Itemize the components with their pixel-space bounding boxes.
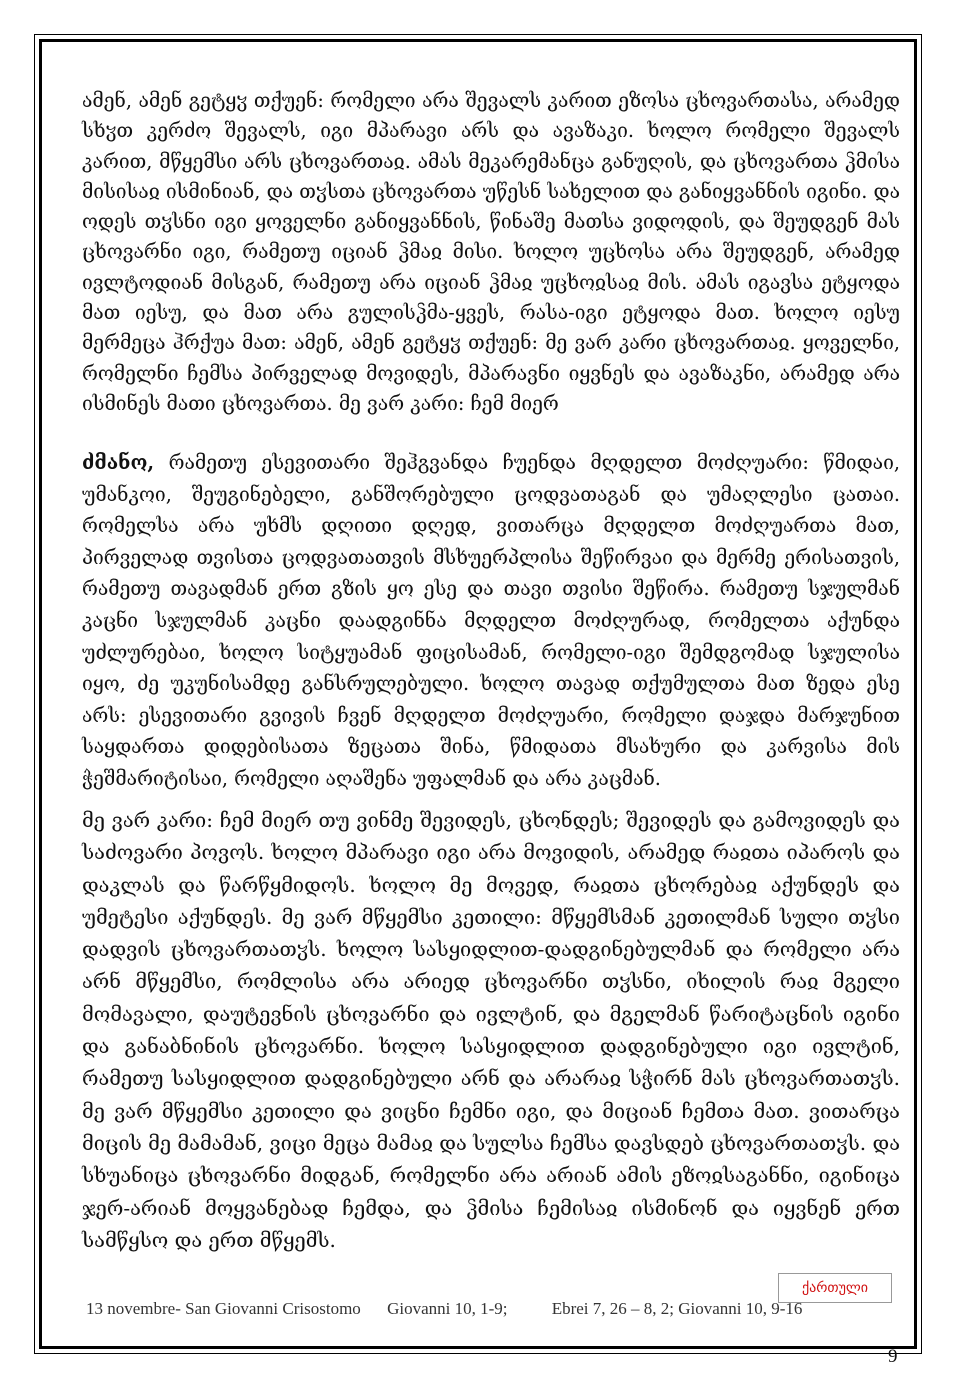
language-stamp-label: ქართული [801, 1280, 869, 1296]
footer-epistle-ref: Ebrei 7, 26 – 8, 2; Giovanni 10, 9-16 [551, 1299, 803, 1318]
paragraph-2-lead: ძმანო, [82, 451, 155, 474]
footer-gospel-ref: Giovanni 10, 1-9; [387, 1299, 508, 1318]
epistle-paragraph [82, 447, 900, 795]
footer-date-saint: 13 novembre- San Giovanni Crisostomo [86, 1299, 361, 1318]
gospel-paragraph-2 [82, 804, 900, 1256]
paragraph-1-text: ამენ, ამენ გეტყჳ თქუენ: რომელი არა შევალს კარით ეზოსა ცხოვართასა, არამედ სხჳთ კერძო შევალს, იგი მპარავი არს და ავაზაკი. ხოლო რომელი შევალს კარით, მწყემსი არს ცხოვართაჲ. ამას მეკარემანცა განუღის, და ცხოვართა ჴმისა მისისაჲ ისმინიან, და თჳსთა ცხოვართა უწესნ სახელით და განიყვანნის იგინი. და ოდეს თჳსნი იგი ყოველნი განიყვანნის, წინაშე მათსა ვიდოდის, და შეუდგენ მას ცხოვარნი იგი, რამეთუ იციან ჴმაჲ მისი. ხოლო უცხოსა არა შეუდგენ, არამედ ივლტოდიან მისგან, რამეთუ არა იციან ჴმაჲ უცხოჲსაჲ მის. ამას იგავსა ეტყოდა მათ იესუ, და მათ არა გულისჴმა-ყვეს, რასა-იგი ეტყოდა მათ. ხოლო იესუ მერმეცა ჰრქუა მათ: ამენ, ამენ გეტყჳ თქუენ: მე ვარ კარი ცხოვართაჲ. ყოველნი, რომელნი ჩემსა პირველად მოვიდეს, მპარავნი იყვნეს და ავაზაკნი, არამედ არა ისმინეს მათი ცხოვართა. მე ვარ კარი: ჩემ მიერ [82, 89, 900, 415]
paragraph-3-text: მე ვარ კარი: ჩემ მიერ თუ ვინმე შევიდეს, ცხონდეს; შევიდეს და გამოვიდეს და საძოვარი პოვოს. ხოლო მპარავი იგი არა მოვიდის, არამედ რაჲთა იპაროს და დაკლას და წარწყმიდოს. ხოლო მე მოვედ, რაჲთა ცხორებაჲ აქუნდეს და უმეტესი აქუნდეს. მე ვარ მწყემსი კეთილი: მწყემსმან კეთილმან სული თჳსი დადვის ცხოვართათჳს. ხოლო სასყიდლით-დადგინებულმან და რომელი არა არნ მწყემსი, რომლისა არა არიედ ცხოვარნი თჳსნი, იხილის რაჲ მგელი მომავალი, დაუტევნის ცხოვარნი და ივლტინ, და მგელმან წარიტაცნის იგინი და განაბნინის ცხოვარნი. ხოლო სასყიდლით დადგინებული იგი ივლტინ, რამეთუ სასყიდლით დადგინებული არნ და არარაჲ სჭირნ მას ცხოვართათჳს. მე ვარ მწყემსი კეთილი და ვიცნი ჩემნი იგი, და მიციან ჩემთა მათ. ვითარცა მიცის მე მამამან, ვიცი მეცა მამაჲ და სულსა ჩემსა დავსდებ ცხოვართათჳს. და სხუანიცა ცხოვარნი მიდგან, რომელნი არა არიან ამის ეზოჲსაგანნი, იგინიცა ჯერ-არიან მოყვანებად ჩემდა, და ჴმისა ჩემისაჲ ისმინონ და იყვნენ ერთ სამწყსო და ერთ მწყემს. [82, 808, 900, 1252]
page-number: 9 [888, 1346, 898, 1367]
paragraph-2-text: რამეთუ ესევითარი შეჰგვანდა ჩუენდა მღდელთ მოძღუარი: წმიდაი, უმანკოი, შეუგინებელი, განშორებული ცოდვათაგან და უმაღლესი ცათაი. რომელსა არა უხმს დღითი დღედ, ვითარცა მღდელთ მოძღუართა მათ, პირველად თვისთა ცოდვათათვის მსხუერპლისა შეწირვაი და მერმე ერისათვის, რამეთუ თავადმან ერთ გზის ყო ესე და თავი თვისი შეწირა. რამეთუ სჯულმან კაცნი სჯულმან კაცნი დაადგინნა მღდელთ მოძღურად, რომელთა აქუნდა უძლურებაი, ხოლო სიტყუამან ფიცისამან, რომელი-იგი შემდგომად სჯულისა იყო, ძე უკუნისამდე განსრულებული. ხოლო თავად თქუმულთა მათ ზედა ესე არს: ესევითარი გვივის ჩვენ მღდელთ მოძღუარი, რომელი დაჯდა მარჯუნით საყდართა დიდებისათა ზეცათა შინა, წმიდათა მსახური და კარვისა მის ჭეშმარიტისაი, რომელი აღაშენა უფალმან და არა კაცმან. [82, 451, 900, 790]
footer-references [86, 1299, 886, 1319]
gospel-paragraph-1 [82, 86, 900, 419]
